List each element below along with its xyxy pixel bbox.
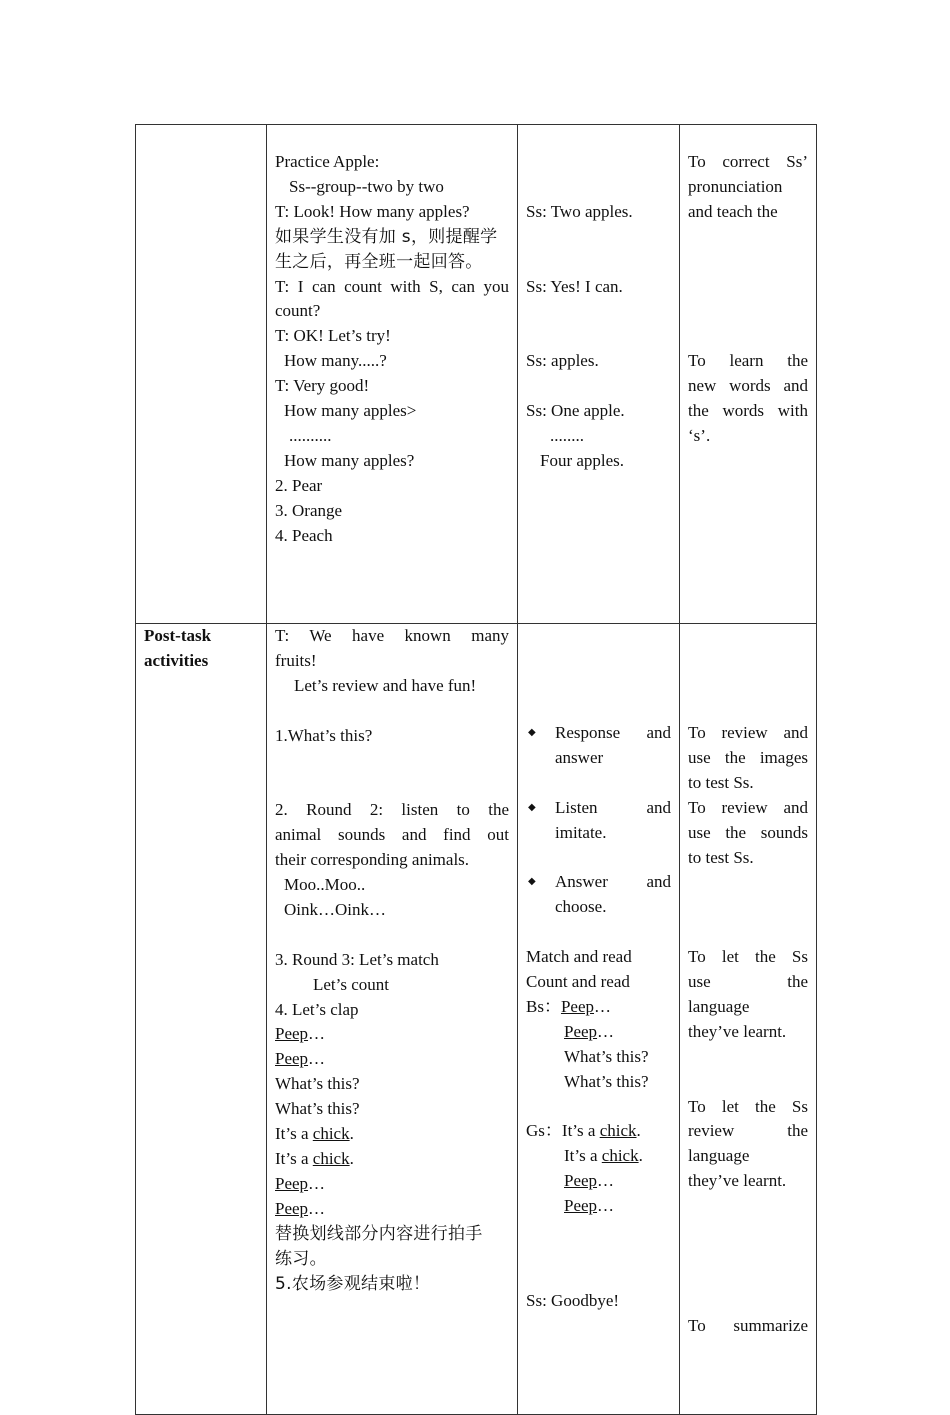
text-line: to test Ss.	[688, 847, 754, 867]
chinese-note: 生之后，再全班一起回答。	[275, 251, 483, 272]
chinese-note: 5.农场参观结束啦！	[275, 1273, 431, 1294]
text-line: use the	[688, 972, 808, 992]
text-line: To learn the	[688, 351, 808, 371]
bullet-item: ◆ Listen and imitate.	[528, 797, 671, 842]
chinese-note: 如果学生没有加 s，则提醒学	[275, 226, 498, 247]
student-activity-cell	[518, 125, 680, 624]
text-line: use the images	[688, 747, 808, 767]
table-row-practice	[136, 125, 817, 624]
text-line: new words and	[688, 376, 808, 396]
text-line: ‘s’.	[688, 425, 711, 445]
text-line: To review and	[688, 723, 808, 742]
table-row-post-task	[136, 624, 817, 1415]
diamond-bullet-icon: ◆	[528, 727, 536, 738]
teacher-activity-cell	[267, 125, 518, 624]
text-line: Let’s review and have fun!	[294, 675, 477, 695]
text-line: their corresponding animals.	[275, 850, 470, 870]
bullet-item: ◆ Response and answer	[528, 723, 671, 767]
text-line: To let the Ss	[688, 947, 808, 967]
teacher-activity-cell	[267, 624, 518, 1415]
chant-line: Peep…	[275, 1173, 326, 1193]
bullet-item: ◆ Answer and choose.	[528, 872, 671, 917]
text-line: 2. Round 2: listen to the	[275, 800, 509, 820]
chinese-note: 练习。	[275, 1248, 327, 1269]
text-line: What’s this?	[564, 1046, 649, 1066]
text-line: Ss: Goodbye!	[526, 1290, 620, 1310]
text-line: To let the Ss	[688, 1096, 808, 1116]
text-line: What’s this?	[275, 1074, 360, 1094]
text-line: Moo..Moo..	[284, 875, 366, 895]
text-line: fruits!	[275, 650, 317, 670]
chant-line: Gs：It’s a chick.	[526, 1121, 641, 1141]
text-line: they’ve learnt.	[688, 1171, 787, 1191]
stage-label: Post-task	[144, 626, 212, 645]
chant-line: It’s a chick.	[275, 1124, 354, 1144]
chant-line: It’s a chick.	[275, 1148, 354, 1168]
text-line: 3. Round 3: Let’s match	[275, 949, 439, 969]
text-line: How many.....?	[284, 351, 387, 371]
text-line: To review and	[688, 797, 808, 817]
text-line: to test Ss.	[688, 772, 754, 792]
text-line: T: We have known many	[275, 626, 509, 645]
text-line: ........	[550, 426, 584, 446]
text-line: Ss: Yes! I can.	[526, 276, 623, 296]
text-line: T: Look! How many apples?	[275, 201, 470, 221]
text-line: and teach the	[688, 201, 778, 221]
text-line: Four apples.	[540, 450, 625, 470]
chant-line: Peep…	[564, 1171, 615, 1191]
chant-line: Peep…	[275, 1198, 326, 1218]
text-line: review the	[688, 1121, 808, 1141]
text-line: Oink…Oink…	[284, 899, 386, 919]
purpose-cell	[680, 125, 817, 624]
text-line: animal sounds and find out	[275, 825, 509, 845]
diamond-bullet-icon: ◆	[528, 876, 536, 888]
stage-cell	[136, 125, 267, 624]
text-line: 2. Pear	[275, 475, 323, 495]
text-line: Ss: One apple.	[526, 401, 625, 421]
text-line: T: I can count with S, can you	[275, 276, 509, 296]
text-line: ..........	[289, 425, 332, 445]
text-line: Ss: Two apples.	[526, 202, 633, 221]
text-line: Ss: apples.	[526, 351, 599, 371]
text-line: Ss--group--two by two	[289, 176, 444, 196]
text-line: 3. Orange	[275, 500, 343, 520]
chant-line: Peep…	[275, 1024, 326, 1044]
text-line: language	[688, 1146, 750, 1166]
text-line: To summarize	[688, 1315, 808, 1335]
chant-line: Peep…	[564, 1021, 615, 1041]
chant-line: Bs：Peep…	[526, 996, 612, 1016]
text-line: How many apples?	[284, 450, 415, 470]
text-line: T: OK! Let’s try!	[275, 326, 391, 346]
chant-line: It’s a chick.	[564, 1146, 643, 1166]
text-line: 1.What’s this?	[275, 725, 373, 745]
stage-cell	[136, 624, 267, 1415]
chant-line: Peep…	[564, 1196, 615, 1216]
text-line: 4. Peach	[275, 525, 333, 545]
stage-label: activities	[144, 650, 209, 670]
text-line: they’ve learnt.	[688, 1021, 787, 1041]
text-line: count?	[275, 301, 321, 321]
text-line: Count and read	[526, 972, 630, 992]
text-line: Let’s count	[313, 974, 390, 994]
text-line: Match and read	[526, 947, 632, 967]
lesson-plan-table	[135, 124, 817, 1415]
text-line: How many apples>	[284, 401, 417, 421]
text-line: use the sounds	[688, 822, 808, 842]
diamond-bullet-icon: ◆	[528, 801, 536, 813]
text-line: pronunciation	[688, 176, 783, 196]
text-line: T: Very good!	[275, 376, 370, 396]
text-line: What’s this?	[564, 1071, 649, 1091]
student-activity-cell	[518, 624, 680, 1415]
chinese-note: 替换划线部分内容进行拍手	[275, 1223, 483, 1244]
text-line: the words with	[688, 400, 808, 420]
purpose-cell	[680, 624, 817, 1415]
text-line: 4. Let’s clap	[275, 999, 359, 1019]
practice-apple-heading: Practice Apple:	[275, 152, 380, 171]
text-line: language	[688, 996, 750, 1016]
text-line: To correct Ss’	[688, 152, 808, 171]
text-line: What’s this?	[275, 1099, 360, 1119]
chant-line: Peep…	[275, 1049, 326, 1069]
